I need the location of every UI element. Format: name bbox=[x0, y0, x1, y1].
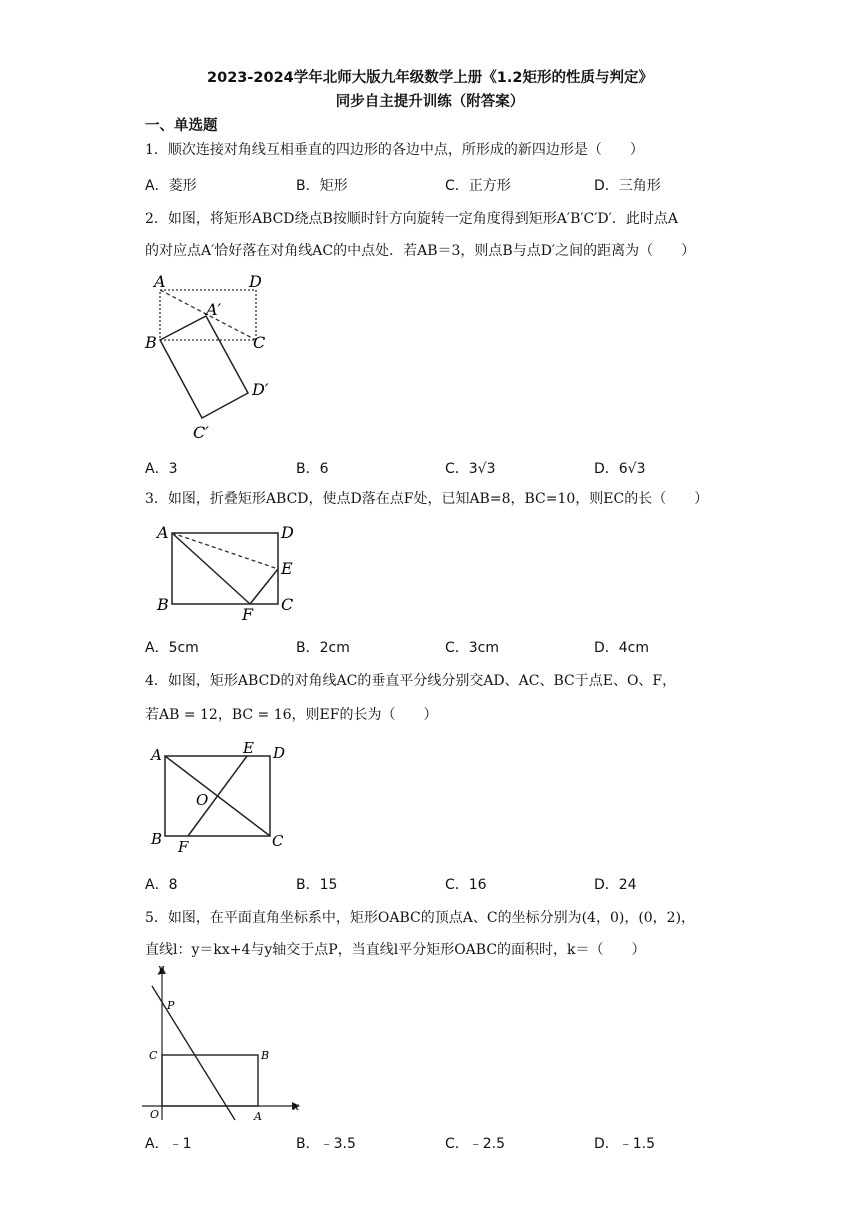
question-4-stem-line1: 4．如图，矩形ABCD的对角线AC的垂直平分线分别交AD、AC、BC于点E、O、F， bbox=[145, 673, 677, 689]
question-5-stem-line1: 5．如图，在平面直角坐标系中，矩形OABC的顶点A、C的坐标分别为(4，0)，(0，2)， bbox=[145, 910, 696, 926]
q2-label-a-prime: A′ bbox=[206, 300, 222, 319]
q5-label-o: O bbox=[150, 1108, 160, 1121]
q2-option-a[interactable]: A．3 bbox=[145, 461, 178, 477]
q5-label-y: y bbox=[158, 962, 165, 975]
q3-option-b[interactable]: B．2cm bbox=[296, 640, 350, 656]
q3-label-a: A bbox=[157, 523, 169, 542]
q5-figure bbox=[140, 962, 310, 1122]
q4-option-a[interactable]: A．8 bbox=[145, 877, 178, 893]
q5-option-a[interactable]: A．﹣1 bbox=[145, 1136, 192, 1152]
q4-label-e: E bbox=[243, 739, 254, 757]
q1-option-d[interactable]: D．三角形 bbox=[594, 178, 661, 194]
q4-label-o: O bbox=[196, 791, 209, 809]
q3-option-a[interactable]: A．5cm bbox=[145, 640, 199, 656]
q2-figure bbox=[140, 268, 290, 448]
q4-label-b: B bbox=[151, 830, 163, 848]
question-4-stem-line2: 若AB = 12，BC = 16，则EF的长为（ ） bbox=[145, 707, 438, 723]
q4-option-d[interactable]: D．24 bbox=[594, 877, 637, 893]
q2-label-b: B bbox=[145, 333, 157, 352]
q2-label-d-prime: D′ bbox=[252, 380, 269, 399]
q5-label-b: B bbox=[261, 1049, 270, 1062]
question-1-stem: 1．顺次连接对角线互相垂直的四边形的各边中点，所形成的新四边形是（ ） bbox=[145, 142, 644, 158]
q4-label-f: F bbox=[178, 838, 189, 856]
q5-label-a: A bbox=[254, 1110, 262, 1123]
q5-option-b[interactable]: B．﹣3.5 bbox=[296, 1136, 356, 1152]
q4-option-c[interactable]: C．16 bbox=[445, 877, 487, 893]
q3-label-b: B bbox=[157, 595, 169, 614]
q2-option-b[interactable]: B．6 bbox=[296, 461, 329, 477]
q2-label-c: C bbox=[253, 333, 266, 352]
q2-option-d[interactable]: D．6√3 bbox=[594, 461, 646, 477]
q3-label-e: E bbox=[281, 559, 293, 578]
q5-label-c: C bbox=[149, 1049, 158, 1062]
q5-label-x: x bbox=[293, 1100, 300, 1113]
q5-option-d[interactable]: D．﹣1.5 bbox=[594, 1136, 656, 1152]
q1-option-a[interactable]: A．菱形 bbox=[145, 178, 197, 194]
page-subtitle: 同步自主提升训练（附答案） bbox=[335, 94, 525, 110]
q3-label-f: F bbox=[242, 605, 254, 624]
q4-figure bbox=[145, 738, 295, 858]
q2-label-c-prime: C′ bbox=[193, 423, 209, 442]
q2-label-a: A bbox=[154, 272, 166, 291]
q3-label-d: D bbox=[281, 523, 294, 542]
question-2-stem-line1: 2．如图，将矩形ABCD绕点B按顺时针方向旋转一定角度得到矩形A′B′C′D′．此时点A bbox=[145, 211, 678, 227]
section-heading: 一、单选题 bbox=[145, 118, 218, 134]
q4-label-d: D bbox=[273, 744, 286, 762]
q3-figure bbox=[150, 520, 310, 625]
q1-option-b[interactable]: B．矩形 bbox=[296, 178, 348, 194]
question-2-stem-line2: 的对应点A′恰好落在对角线AC的中点处．若AB＝3，则点B与点D′之间的距离为（ ） bbox=[145, 243, 696, 259]
q2-option-c[interactable]: C．3√3 bbox=[445, 461, 496, 477]
q4-label-a: A bbox=[151, 746, 162, 764]
question-5-stem-line2: 直线l：y＝kx+4与y轴交于点P，当直线l平分矩形OABC的面积时，k＝（ ） bbox=[145, 942, 646, 958]
q1-option-c[interactable]: C．正方形 bbox=[445, 178, 511, 194]
q3-option-c[interactable]: C．3cm bbox=[445, 640, 500, 656]
q3-option-d[interactable]: D．4cm bbox=[594, 640, 650, 656]
q5-option-c[interactable]: C．﹣2.5 bbox=[445, 1136, 506, 1152]
page-title: 2023-2024学年北师大版九年级数学上册《1.2矩形的性质与判定》 bbox=[207, 70, 653, 86]
q4-label-c: C bbox=[272, 832, 284, 850]
q3-label-c: C bbox=[281, 595, 294, 614]
q2-label-d: D bbox=[249, 272, 262, 291]
q4-option-b[interactable]: B．15 bbox=[296, 877, 338, 893]
question-3-stem: 3．如图，折叠矩形ABCD，使点D落在点F处，已知AB=8，BC=10，则EC的长（ ） bbox=[145, 491, 709, 507]
q5-label-p: P bbox=[167, 999, 175, 1012]
